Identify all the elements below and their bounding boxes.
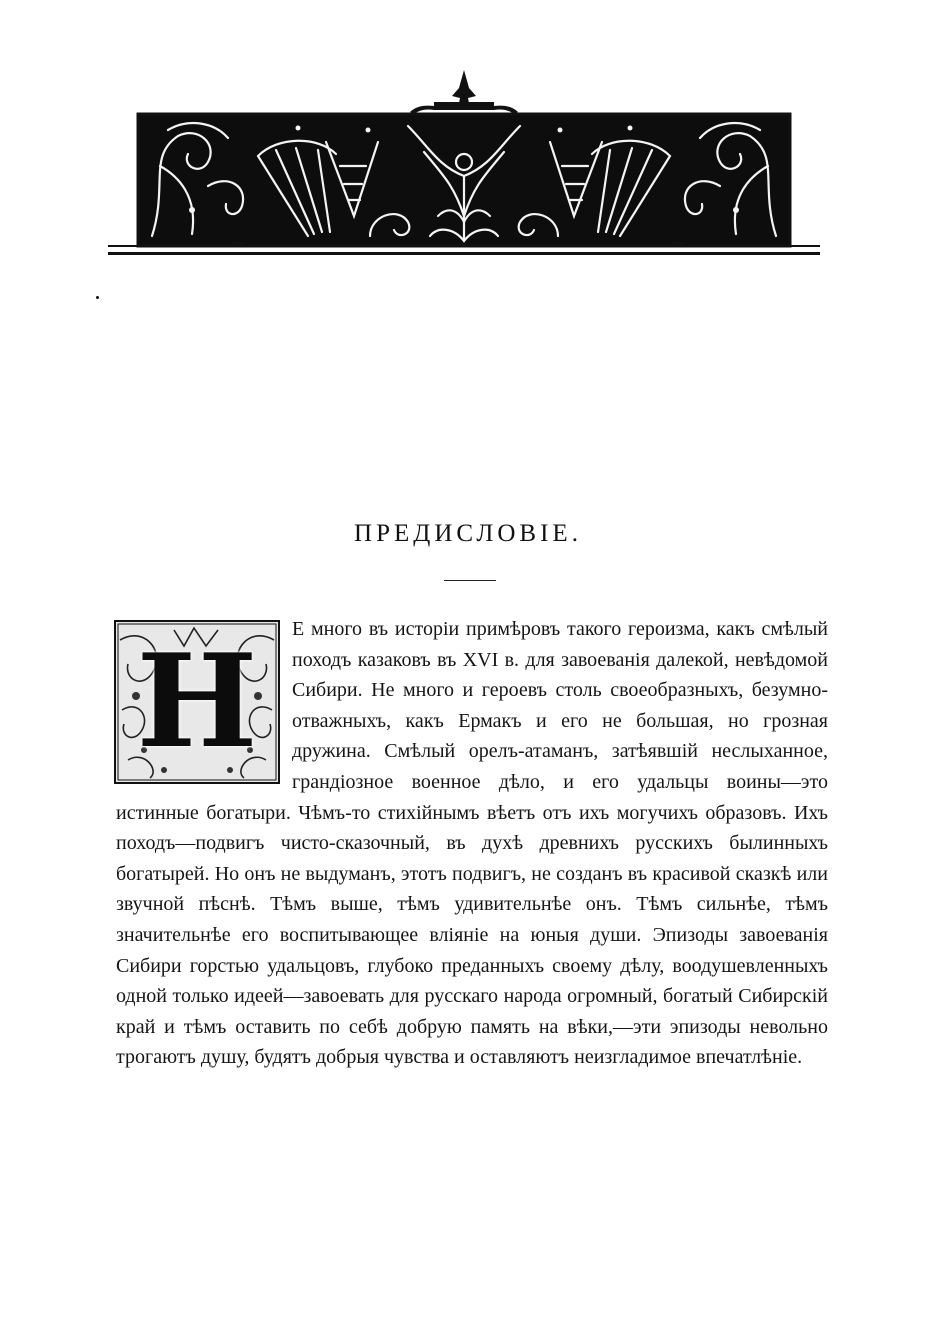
title-rule	[444, 580, 496, 581]
page-title: ПРЕДИСЛОВІЕ.	[354, 520, 582, 547]
floral-headpiece-icon	[108, 66, 820, 276]
stray-ink-dot	[96, 296, 99, 299]
dropcap-letter: Н	[136, 627, 258, 777]
decorated-initial-icon	[114, 620, 280, 784]
preface-paragraph: Е много въ исторіи примѣровъ такого героизма, какъ смѣлый походъ казаковъ въ XVI в. для завоеванія далекой, невѣдомой Сибири. Не много и героевъ столь своеобразныхъ, безумно-отважныхъ, какъ Ермакъ и его не большая, но грозная дружина. Смѣлый орелъ-атаманъ, затѣявшій неслыханное, грандіозное военное дѣло, и его удальцы воины—это истинные богатыри. Чѣмъ-то стихійнымъ вѣетъ отъ ихъ могучихъ образовъ. Ихъ походъ—подвигъ чисто-сказочный, въ духѣ древнихъ русскихъ былинныхъ богатырей. Но онъ не выдуманъ, этотъ подвигъ, не созданъ въ красивой сказкѣ или звучной пѣснѣ. Тѣмъ выше, тѣмъ удивительнѣе онъ. Тѣмъ сильнѣе, тѣмъ значительнѣе его воспитывающее вліяніе на юныя души. Эпизоды завоеванія Сибири горстью удальцовъ, глубоко преданныхъ своему дѣлу, воодушевленныхъ одной только идеей—завоевать для русскаго народа огромный, богатый Сибирскій край и тѣмъ оставить по себѣ добрую память на вѣки,—эти эпизоды невольно трогаютъ душу, будятъ добрыя чувства и оставляютъ неизгладимое впечатлѣніе.	[116, 618, 828, 1069]
preface-text	[116, 614, 828, 1073]
